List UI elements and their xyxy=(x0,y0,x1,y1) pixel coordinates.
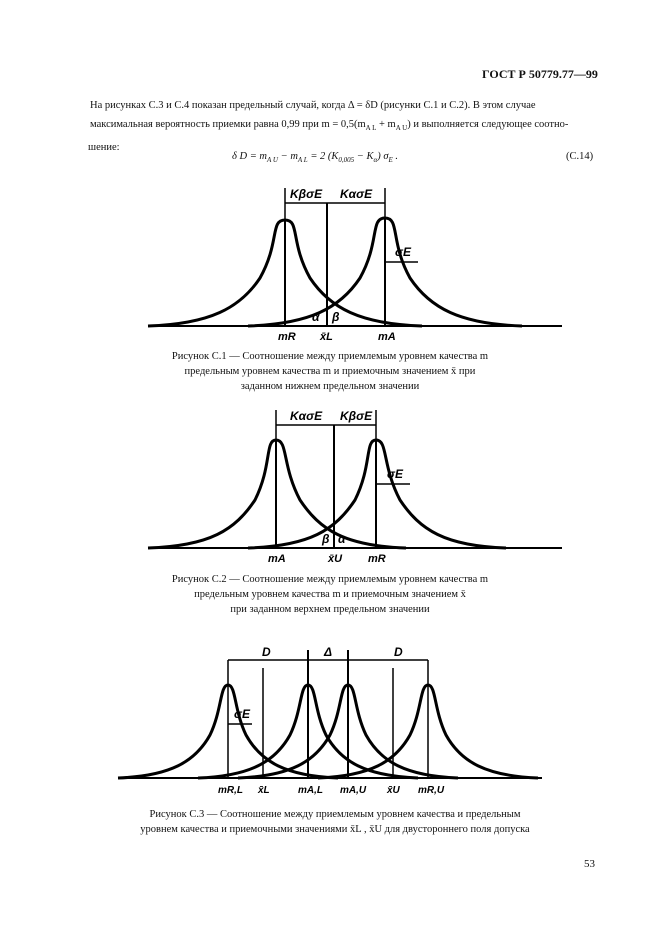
para-line-2: максимальная вероятность приемки равна 0,99 при $m = 0,5(m_{A L} + m_{A U})$ и выполняется следующее соотно- xyxy=(90,119,569,133)
caption-c2: Рисунок С.2 — Соотношение между приемлемым уровнем качества m предельным уровнем качества m и приемочным значением x̄ при заданном верхнем предельном значении xyxy=(171,574,489,615)
label-mA: mA xyxy=(378,331,396,343)
label-beta: β xyxy=(332,310,340,324)
label-sigma: σE xyxy=(395,245,411,259)
label-mR: mR xyxy=(368,553,386,565)
figure-c1 xyxy=(140,178,570,348)
label-sigma: σE xyxy=(387,467,403,481)
formula-number: (С.14) xyxy=(566,151,594,162)
label-kalpha-sigma: KασE xyxy=(290,409,323,423)
label-mR: mR xyxy=(278,331,296,343)
label-alpha: α xyxy=(338,532,346,546)
label-kbeta-sigma: KβσE xyxy=(340,409,373,423)
label-alpha: α xyxy=(312,310,320,324)
label-mA: mA xyxy=(268,553,286,565)
label-D-right: D xyxy=(394,645,403,659)
label-mRL: mR,L xyxy=(218,785,243,796)
caption-c3: Рисунок С.3 — Соотношение между приемлемым уровнем качества и предельным уровнем качества и приемочными значениями x̄L , x̄U для двустороннего поля допуска xyxy=(140,809,530,835)
label-mRU: mR,U xyxy=(418,785,445,796)
para-line-1: На рисунках С.3 и С.4 показан предельный случай, когда Δ = δD (рисунки С.1 и С.2). В этом случае xyxy=(90,100,536,111)
para-line-3: шение: xyxy=(88,142,120,154)
label-kalpha-sigma: KασE xyxy=(340,187,373,201)
label-mAU: mA,U xyxy=(340,785,367,796)
page-number: 53 xyxy=(584,858,595,870)
label-xL: x̄L xyxy=(258,785,270,796)
formula: δ $D = m_{A U} - m_{A L} = 2$ $(K_{0,005} - K_\alpha)$ $\sigma_E$ . xyxy=(232,151,399,165)
label-beta: β xyxy=(322,532,330,546)
label-D-left: D xyxy=(262,645,271,659)
label-xL: x̄L xyxy=(320,331,333,343)
figure-c3 xyxy=(110,640,550,805)
figure-c2 xyxy=(140,400,570,570)
standard-header: ГОСТ Р 50779.77—99 xyxy=(482,67,598,81)
caption-c1: Рисунок С.1 — Соотношение между приемлемым уровнем качества m предельным уровнем качества m и приемочным значением x̄ при заданном нижнем предельном значении xyxy=(171,351,489,392)
label-xU: x̄U xyxy=(328,553,343,565)
label-sigma: σE xyxy=(234,707,250,721)
label-delta: Δ xyxy=(324,645,333,659)
label-xU: x̄U xyxy=(387,785,400,796)
label-kbeta-sigma: KβσE xyxy=(290,187,323,201)
label-mAL: mA,L xyxy=(298,785,323,796)
